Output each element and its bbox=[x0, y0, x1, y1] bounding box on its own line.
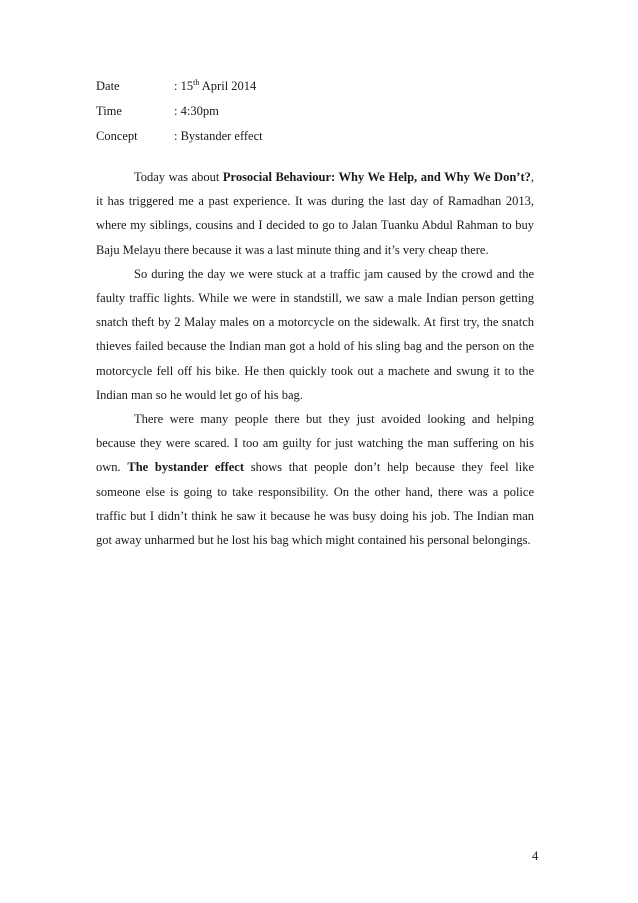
bystander-effect-term: The bystander effect bbox=[127, 460, 245, 475]
paragraph-reflection-lead: There were many people there but they just avoided looking and helping because they were scared. I too am guilty for just watching the man suffering on his own. bbox=[96, 412, 534, 475]
paragraph-reflection bbox=[96, 407, 534, 552]
date-prefix: : 15 bbox=[174, 79, 194, 93]
concept-value: : Bystander effect bbox=[174, 129, 263, 143]
date-value bbox=[174, 77, 257, 105]
concept-label: Concept bbox=[96, 129, 138, 143]
lecture-title: Prosocial Behaviour: Why We Help, and Why We Don’t? bbox=[222, 170, 531, 184]
date-label: Date bbox=[96, 79, 120, 93]
date-rest: April 2014 bbox=[199, 79, 257, 93]
paragraph-intro-rest: , it has triggered me a past experience. It was during the last day of Ramadhan 2013, where my siblings, cousins and I decided to go to Jalan Tuanku Abdul Rahman to buy Baju Melayu there because it was a last minute thing and it’s very cheap there. bbox=[96, 170, 534, 257]
time-row bbox=[96, 105, 263, 130]
body-text bbox=[96, 165, 534, 552]
concept-row bbox=[96, 130, 263, 155]
paragraph-intro bbox=[96, 165, 534, 262]
paragraph-reflection-rest: shows that people don’t help because they feel like someone else is going to take responsibility. On the other hand, there was a police traffic but I didn’t think he saw it because he was busy doing his job. The Indian man got away unharmed but he lost his bag which might contained his personal belongings. bbox=[96, 460, 534, 548]
page-number: 4 bbox=[532, 849, 539, 863]
time-value: : 4:30pm bbox=[174, 104, 219, 118]
paragraph-incident: So during the day we were stuck at a traffic jam caused by the crowd and the faulty traffic lights. While we were in standstill, we saw a male Indian person getting snatch theft by 2 Malay males on a motorcycle on the sidewalk. At first try, the snatch thieves failed because the Indian man got a hold of his sling bag and the person on the motorcycle fell off his bike. He then quickly took out a machete and swung it to the Indian man so he would let go of his bag. bbox=[96, 266, 534, 402]
paragraph-intro-lead: Today was about bbox=[134, 170, 223, 184]
metadata-block bbox=[96, 77, 263, 155]
time-label: Time bbox=[96, 104, 122, 118]
date-ordinal-suffix: th bbox=[193, 77, 200, 87]
date-row bbox=[96, 77, 263, 105]
